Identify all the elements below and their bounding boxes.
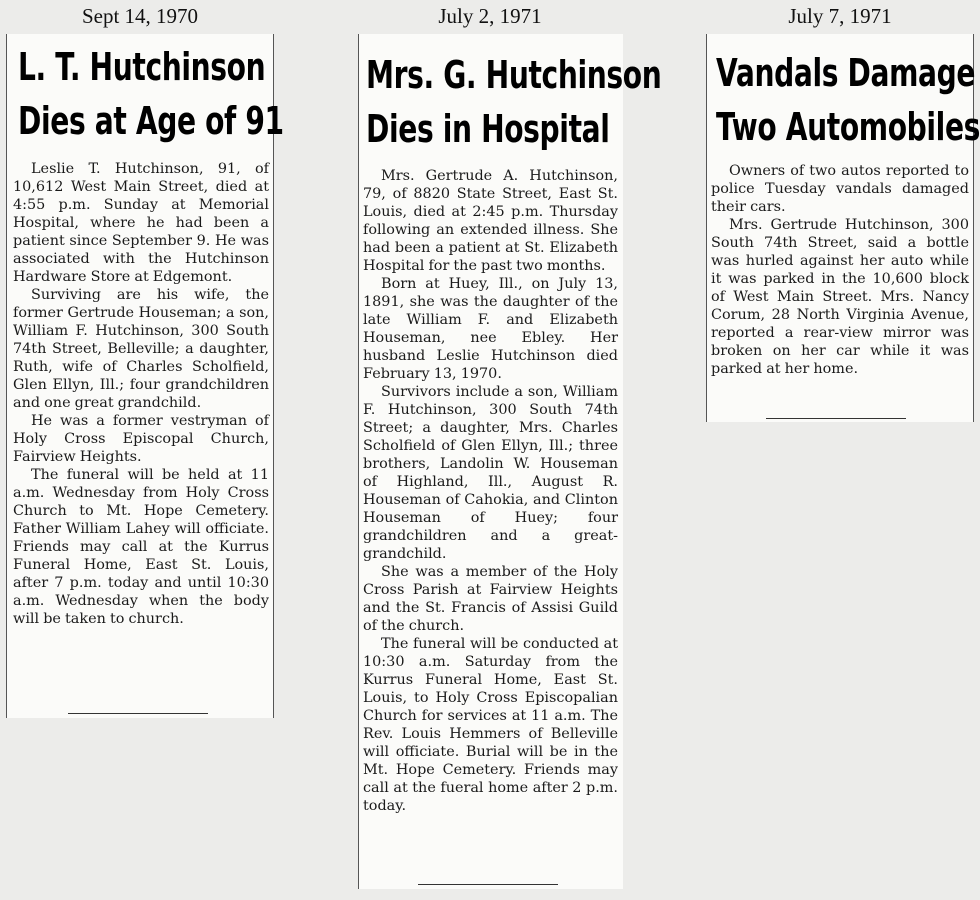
headline	[18, 40, 377, 148]
article-paragraph: The funeral will be held at 11 a.m. Wednesday from Holy Cross Church to Mt. Hope Cemetery. Father William Lahey will officiate. Friends may call at the Kurrus Funeral Home, East St. Louis, after 7 p.m. today and until 10:30 a.m. Wednesday when the body will be taken to church.	[13, 467, 269, 627]
article-paragraph: The funeral will be conducted at 10:30 a.m. Saturday from the Kurrus Funeral Home, East St. Louis, to Holy Cross Episcopalian Church for services at 11 a.m. The Rev. Louis Hemmers of Belleville will officiate. Burial will be in the Mt. Hope Cemetery. Friends may call at the fueral home after 2 p.m. today.	[363, 636, 618, 814]
headline-line-1: L. T. Hutchinson	[18, 45, 266, 89]
article-paragraph: Born at Huey, Ill., on July 13, 1891, she was the daughter of the late William F. and Elizabeth Houseman, nee Ebley. Her husband Leslie Hutchinson died February 13, 1970.	[363, 276, 618, 382]
headline-line-2: Two Automobiles	[716, 105, 980, 149]
headline-line-2: Dies in Hospital	[366, 107, 610, 151]
article-paragraph: Mrs. Gertrude Hutchinson, 300 South 74th Street, said a bottle was hurled against her auto while it was parked in the 10,600 block of West Main Street. Mrs. Nancy Corum, 28 North Virginia Avenue, reported a rear-view mirror was broken on her car while it was parked at her home.	[711, 217, 969, 377]
clipping-date-1971-07-07: July 7, 1971	[788, 4, 892, 28]
clipping-mrs-hutchinson-obituary	[358, 34, 662, 889]
article-paragraph: Survivors include a son, William F. Hutchinson, 300 South 74th Street; a daughter, Mrs. Charles Scholfield of Glen Ellyn, Ill.; three brothers, Landolin W. Houseman of Highland, Ill., August R. Houseman of Cahokia, and Clinton Houseman of Huey; four grandchildren and a great-grandchild.	[363, 384, 618, 562]
article-paragraph: Owners of two autos reported to police Tuesday vandals damaged their cars.	[711, 163, 969, 215]
end-rule	[766, 418, 906, 419]
headline	[716, 46, 980, 154]
article-paragraph: Leslie T. Hutchinson, 91, of 10,612 West Main Street, died at 4:55 p.m. Sunday at Memorial Hospital, where he had been a patient since September 9. He was associated with the Hutchinson Hardware Store at Edgemont.	[13, 161, 269, 285]
clipping-hutchinson-obituary	[6, 34, 284, 718]
article-paragraph: She was a member of the Holy Cross Parish at Fairview Heights and the St. Francis of Assisi Guild of the church.	[363, 564, 618, 634]
headline-line-1: Vandals Damage	[716, 51, 976, 95]
article-body	[363, 167, 618, 815]
headline-line-2: Dies at Age of 91	[18, 99, 284, 143]
article-paragraph: Surviving are his wife, the former Gertrude Houseman; a son, William F. Hutchinson, 300 South 74th Street, Belleville; a daughter, Ruth, wife of Charles Scholfield, Glen Ellyn, Ill.; four grandchildren and one great grandchild.	[13, 287, 269, 411]
article-body	[711, 162, 969, 378]
clipping-vandals-damage	[706, 34, 980, 422]
headline-line-1: Mrs. G. Hutchinson	[366, 53, 662, 97]
end-rule	[418, 884, 558, 885]
end-rule	[68, 713, 208, 714]
article-paragraph: Mrs. Gertrude A. Hutchinson, 79, of 8820 State Street, East St. Louis, died at 2:45 p.m. Thursday following an extended illness. She had been a patient at St. Elizabeth Hospital for the past two months.	[363, 168, 618, 274]
article-body	[13, 160, 269, 628]
clipping-date-1971-07-02: July 2, 1971	[438, 4, 542, 28]
clipping-date-1970-09-14: Sept 14, 1970	[81, 4, 199, 28]
article-paragraph: He was a former vestryman of Holy Cross Episcopal Church, Fairview Heights.	[13, 413, 269, 465]
